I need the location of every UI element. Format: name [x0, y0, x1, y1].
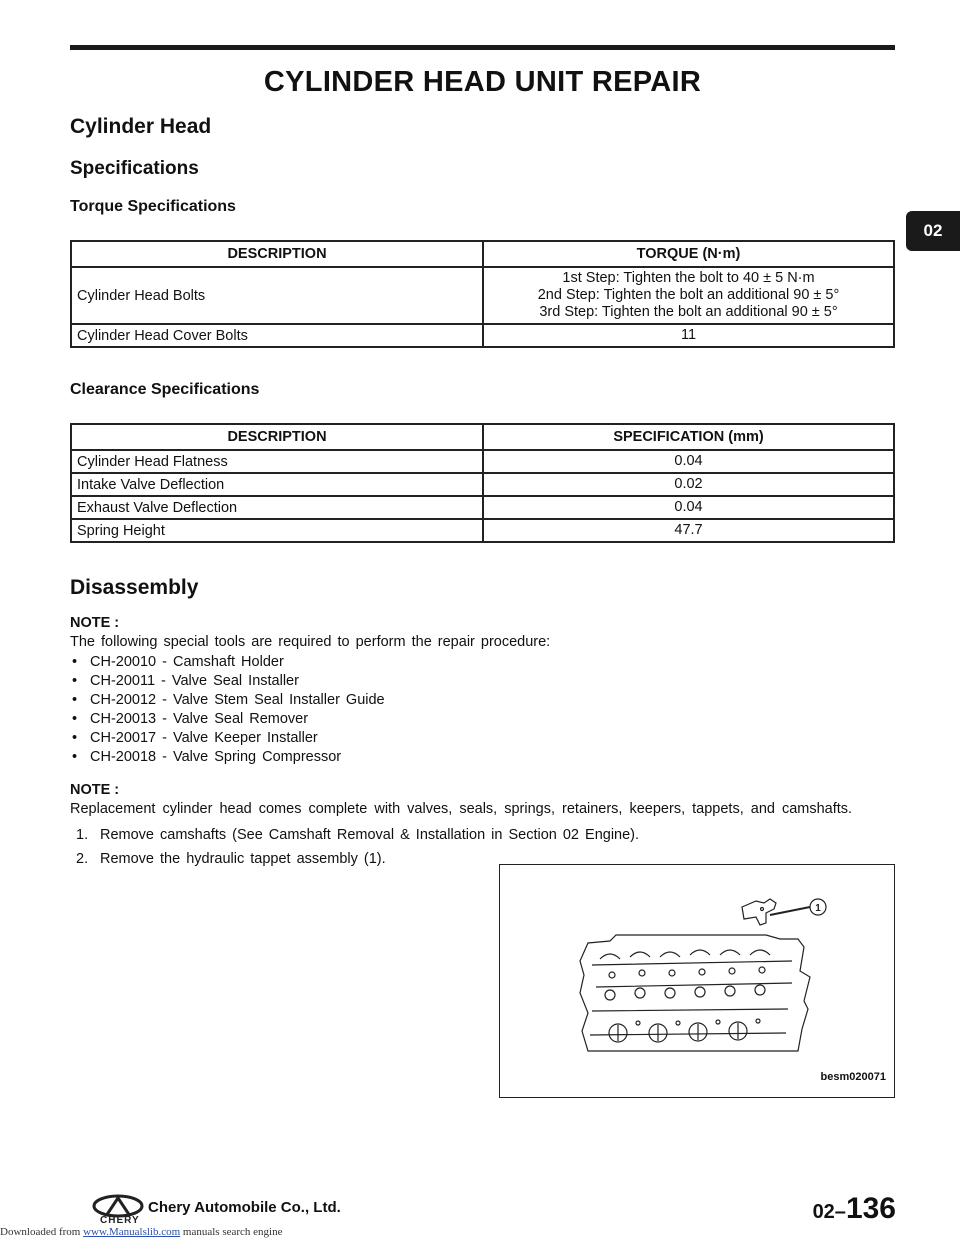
subsection-heading: Specifications: [70, 158, 199, 179]
bullet-icon: •: [72, 673, 78, 689]
manualslib-link[interactable]: www.Manualslib.com: [83, 1226, 181, 1238]
download-notice: Downloaded from www.Manualslib.com manuals search engine: [0, 1226, 283, 1238]
cell-line: 3rd Step: Tighten the bolt an additional 90 ± 5°: [539, 304, 838, 320]
section-heading: Cylinder Head: [70, 115, 212, 138]
top-rule: [70, 45, 895, 50]
table-row: [71, 519, 894, 542]
figure-code: besm020071: [820, 1071, 886, 1083]
table-cell: Cylinder Head Flatness: [71, 450, 483, 473]
torque-col-description: DESCRIPTION: [71, 241, 483, 267]
table-row: [71, 267, 894, 324]
list-item: 2. Remove the hydraulic tappet assembly (1).: [76, 851, 386, 867]
note-label: NOTE :: [70, 615, 120, 631]
cell-line: 1st Step: Tighten the bolt to 40 ± 5 N·m: [562, 270, 815, 286]
table-row: [71, 450, 894, 473]
table-cell: Exhaust Valve Deflection: [71, 496, 483, 519]
page-title: CYLINDER HEAD UNIT REPAIR: [263, 66, 702, 98]
clearance-table: [70, 423, 895, 543]
list-item: • CH-20012 - Valve Stem Seal Installer Guide: [72, 692, 385, 708]
list-item: • CH-20013 - Valve Seal Remover: [72, 711, 309, 727]
note-text: The following special tools are required to perform the repair procedure:: [70, 634, 551, 650]
bullet-icon: •: [72, 711, 78, 727]
table-row: [71, 324, 894, 347]
table-cell: Cylinder Head Bolts: [71, 267, 483, 324]
list-item: • CH-20017 - Valve Keeper Installer: [72, 730, 318, 746]
list-item: • CH-20018 - Valve Spring Compressor: [72, 749, 342, 765]
logo-wordmark: CHERY: [100, 1215, 140, 1226]
torque-col-torque: TORQUE (N·m): [483, 241, 894, 267]
table-cell: 0.04: [483, 496, 894, 519]
table-row: [71, 473, 894, 496]
cell-line: 2nd Step: Tighten the bolt an additional 90 ± 5°: [537, 287, 840, 303]
note-text: Replacement cylinder head comes complete with valves, seals, springs, retainers, keepers, tappets, and camshafts.: [70, 801, 853, 817]
figure-callout: 1: [815, 903, 821, 914]
disassembly-heading: Disassembly: [70, 576, 199, 599]
table-cell: Spring Height: [71, 519, 483, 542]
cylinder-head-figure: [499, 864, 895, 1098]
table-row: [71, 496, 894, 519]
clearance-col-spec: SPECIFICATION (mm): [483, 424, 894, 450]
tool-list: [70, 653, 385, 767]
bullet-icon: •: [72, 730, 78, 746]
list-item: • CH-20011 - Valve Seal Installer: [72, 673, 299, 689]
note-label: NOTE :: [70, 782, 120, 798]
torque-heading: Torque Specifications: [70, 198, 236, 215]
table-cell: Cylinder Head Cover Bolts: [71, 324, 483, 347]
list-item: 1. Remove camshafts (See Camshaft Removal & Installation in Section 02 Engine).: [76, 827, 640, 843]
table-cell: 11: [483, 324, 894, 347]
torque-table: [70, 240, 895, 348]
cylinder-head-illustration: [500, 865, 894, 1097]
bullet-icon: •: [72, 654, 78, 670]
table-cell: Intake Valve Deflection: [71, 473, 483, 496]
bullet-icon: •: [72, 749, 78, 765]
page-number: 02–136: [812, 1192, 896, 1225]
company-name: Chery Automobile Co., Ltd.: [148, 1199, 341, 1216]
clearance-heading: Clearance Specifications: [70, 381, 260, 398]
table-cell: [483, 267, 894, 324]
clearance-col-description: DESCRIPTION: [71, 424, 483, 450]
table-cell: 0.04: [483, 450, 894, 473]
list-item: • CH-20010 - Camshaft Holder: [72, 654, 284, 670]
bullet-icon: •: [72, 692, 78, 708]
section-tab: 02: [906, 211, 960, 251]
table-cell: 0.02: [483, 473, 894, 496]
table-cell: 47.7: [483, 519, 894, 542]
